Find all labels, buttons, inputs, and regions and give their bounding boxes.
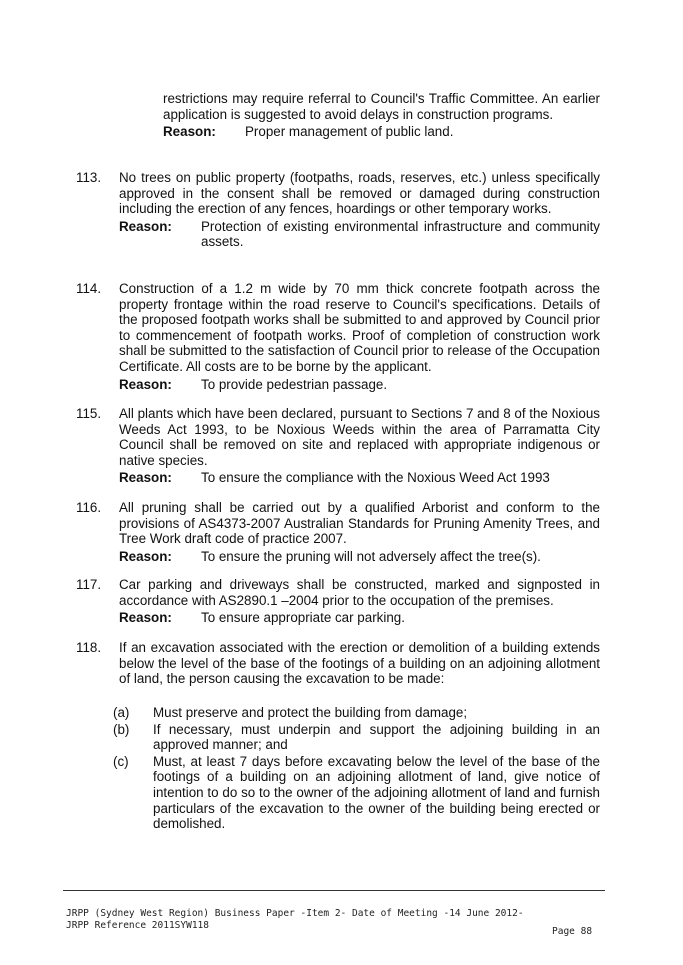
item-reason xyxy=(119,610,600,626)
sub-item-label: (c) xyxy=(113,753,129,769)
item-number: 116. xyxy=(76,500,102,515)
item-reason xyxy=(119,219,600,250)
item-body xyxy=(119,500,600,564)
item-body xyxy=(119,170,600,250)
item-reason xyxy=(119,470,600,486)
reason-text: Protection of existing environmental infrastructure and community assets. xyxy=(201,218,600,250)
item-text: Construction of a 1.2 m wide by 70 mm thick concrete footpath across the property frontage within the road reserve to Council's specifications. Details of the proposed footpath works shall be submitted to and approved by Council prior to commencement of footpath works. Proof of completion of construction work shall be submitted to the satisfaction of Council prior to release of the Occupation Certificate. All costs are to be borne by the applicant. xyxy=(119,281,600,374)
sub-item-list xyxy=(113,705,600,833)
reason-text: To provide pedestrian passage. xyxy=(201,376,388,392)
reason-label: Reason: xyxy=(119,218,172,234)
item-number: 115. xyxy=(76,406,102,421)
intro-paragraph xyxy=(163,91,600,140)
reason-text: To ensure the compliance with the Noxious Weed Act 1993 xyxy=(201,470,550,486)
reason-label: Reason: xyxy=(119,548,172,564)
reason-text: To ensure the pruning will not adversely affect the tree(s). xyxy=(201,548,541,564)
footer-line-2: JRPP Reference 2011SYW118 xyxy=(66,920,209,931)
item-reason xyxy=(119,377,600,393)
item-text: Car parking and driveways shall be constructed, marked and signposted in accordance with AS2890.1 –2004 prior to the occupation of the premises. xyxy=(119,577,600,608)
footer-line-1: JRPP (Sydney West Region) Business Paper -Item 2- Date of Meeting -14 June 2012- xyxy=(66,908,524,919)
intro-text: restrictions may require referral to Council's Traffic Committee. An earlier application is suggested to avoid delays in construction programs. xyxy=(163,91,600,122)
item-number: 113. xyxy=(76,170,102,185)
item-text: If an excavation associated with the erection or demolition of a building extends below the level of the base of the footings of a building on an adjoining allotment of land, the person causing the excavation to be made: xyxy=(119,640,600,687)
reason-label: Reason: xyxy=(119,470,172,486)
reason-text: Proper management of public land. xyxy=(245,124,454,140)
page-number: Page 88 xyxy=(552,926,593,937)
item-body xyxy=(119,640,600,687)
item-text: All plants which have been declared, pursuant to Sections 7 and 8 of the Noxious Weeds Act 1993, to be Noxious Weeds within the area of Parramatta City Council shall be removed on site and replaced with appropriate indigenous or native species. xyxy=(119,406,600,468)
item-reason xyxy=(119,549,600,565)
sub-item-label: (a) xyxy=(113,705,130,720)
sub-item-label: (b) xyxy=(113,721,130,737)
item-body xyxy=(119,406,600,486)
item-text: All pruning shall be carried out by a qualified Arborist and conform to the provisions of AS4373-2007 Australian Standards for Pruning Amenity Trees, and Tree Work draft code of practice 2007. xyxy=(119,500,600,547)
sub-item-a xyxy=(113,705,600,721)
sub-item-text: Must preserve and protect the building from damage; xyxy=(153,705,468,720)
item-number: 117. xyxy=(76,577,102,592)
reason-label: Reason: xyxy=(163,124,216,140)
item-number: 118. xyxy=(76,640,102,655)
item-text: No trees on public property (footpaths, roads, reserves, etc.) unless specifically approved in the consent shall be removed or damaged during construction including the erection of any fences, hoardings or other temporary works. xyxy=(119,170,600,217)
footer-divider xyxy=(63,890,605,891)
intro-reason xyxy=(163,124,600,140)
sub-item-text: Must, at least 7 days before excavating below the level of the base of the footings of a building on an adjoining allotment of land, give notice of intention to do so to the owner of the adjoining allotment of land and furnish particulars of the excavation to the owner of the building being erected or demolished. xyxy=(153,753,600,832)
reason-label: Reason: xyxy=(119,610,172,626)
item-number: 114. xyxy=(76,281,102,296)
reason-text: To ensure appropriate car parking. xyxy=(201,610,405,626)
reason-label: Reason: xyxy=(119,376,172,392)
sub-item-b xyxy=(113,722,600,753)
sub-item-c xyxy=(113,754,600,832)
item-body xyxy=(119,281,600,392)
sub-item-text: If necessary, must underpin and support the adjoining building in an approved manner; and xyxy=(153,721,600,753)
item-body xyxy=(119,577,600,626)
